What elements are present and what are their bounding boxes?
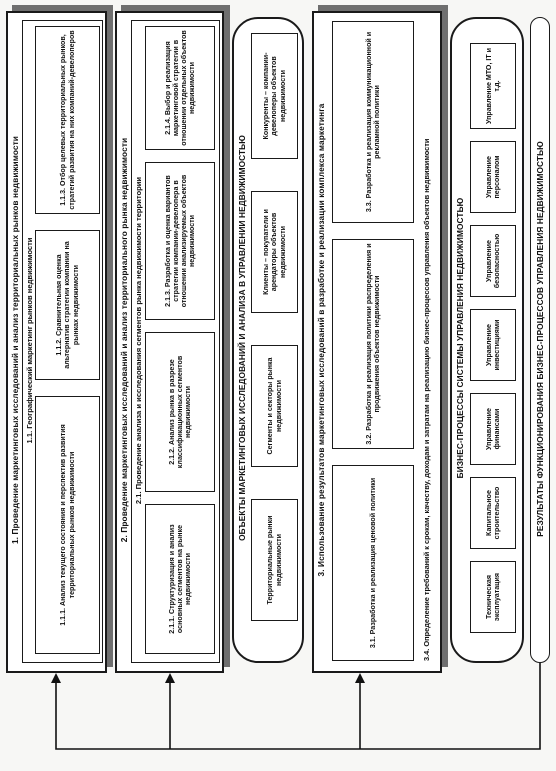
section1-item-3: 1.1.3. Отбор целевых территориальных рынков, стратегий развития на них компаний-девелоперов xyxy=(35,26,100,214)
arrowhead-section2 xyxy=(165,673,175,683)
section1-item-1: 1.1.1. Анализ текущего состояния и перспектив развития территориальных рынков недвижимости xyxy=(35,396,100,654)
section2-item-1: 2.1.1. Структуризация и анализ основных сегментов на рынке недвижимости xyxy=(145,504,215,654)
business-item-6: Управление персоналом xyxy=(470,141,516,213)
business-item-1: Техническая эксплуатация xyxy=(470,561,516,633)
section1-subtitle: 1.1. Географический маркетинг рынков недвижимости xyxy=(25,237,34,444)
section2-title: 2. Проведение маркетинговых исследований и анализ территориального рынка недвижимости xyxy=(119,137,129,543)
results-title: РЕЗУЛЬТАТЫ ФУНКЦИОНИРОВАНИЯ БИЗНЕС-ПРОЦЕССОВ УПРАВЛЕНИЯ НЕДВИЖИМОСТЬЮ xyxy=(535,141,545,537)
objects-item-3: Клиенты – покупатели и арендаторы объектов недвижимости xyxy=(251,191,298,313)
arrowhead-section3 xyxy=(355,673,365,683)
section1-title: 1. Проведение маркетинговых исследований и анализ территориальных рынков недвижимости xyxy=(10,135,20,545)
objects-item-2: Сегменты и секторы рынка недвижимости xyxy=(251,345,298,467)
business-item-7: Управление МТО, IT и т.д. xyxy=(470,43,516,129)
objects-item-1: Территориальные рынки недвижимости xyxy=(251,499,298,621)
section2-item-2: 2.1.2. Анализ рынка в разрезе классификационных сегментов недвижимости xyxy=(145,332,215,492)
section3-item-1: 3.1. Разработка и реализация ценовой политики xyxy=(332,465,414,661)
section2-item-3: 2.1.3. Разработка и оценка вариантов стратегии компании-девелопера в отношении анализируемых объектов недвижимости xyxy=(145,162,215,320)
objects-title: ОБЪЕКТЫ МАРКЕТИНГОВЫХ ИССЛЕДОВАНИЙ И АНАЛИЗА В УПРАВЛЕНИИ НЕДВИЖИМОСТЬЮ xyxy=(237,135,247,541)
section3-item-2: 3.2. Разработка и реализация политики распределения и продвижения объектов недвижимости xyxy=(332,239,414,449)
section3-item-3: 3.3. Разработка и реализация коммуникационной и рекламной политики xyxy=(332,21,414,223)
section1-item-2: 1.1.2. Сравнительная оценка альтернатив стратегии компании на рынках недвижимости xyxy=(35,230,100,380)
business-item-2: Капитальное строительство xyxy=(470,477,516,549)
business-item-5: Управление безопасностью xyxy=(470,225,516,297)
section2-subtitle: 2.1. Проведение анализа и исследования сегментов рынка недвижимости территории xyxy=(134,176,143,505)
feedback-line-main xyxy=(56,663,540,749)
section3-title: 3. Использование результатов маркетинговых исследований в разработке и реализации комплекса маркетинга xyxy=(316,103,326,577)
section3-item-4: 3.4. Определение требований к срокам, качеству, доходам и затратам на реализацию бизнес-процессов управления объектов недвижимости xyxy=(422,138,431,661)
objects-item-4: Конкуренты – компании-девелоперы объектов недвижимости xyxy=(251,33,298,159)
business-title: БИЗНЕС-ПРОЦЕССЫ СИСТЕМЫ УПРАВЛЕНИЯ НЕДВИЖИМОСТЬЮ xyxy=(455,197,465,479)
business-item-3: Управление финансами xyxy=(470,393,516,465)
section2-item-4: 2.1.4. Выбор и реализация маркетинговой стратегии в отношении отдельных объектов недвижимости xyxy=(145,26,215,150)
business-item-4: Управление инвестициями xyxy=(470,309,516,381)
arrowhead-section1 xyxy=(51,673,61,683)
